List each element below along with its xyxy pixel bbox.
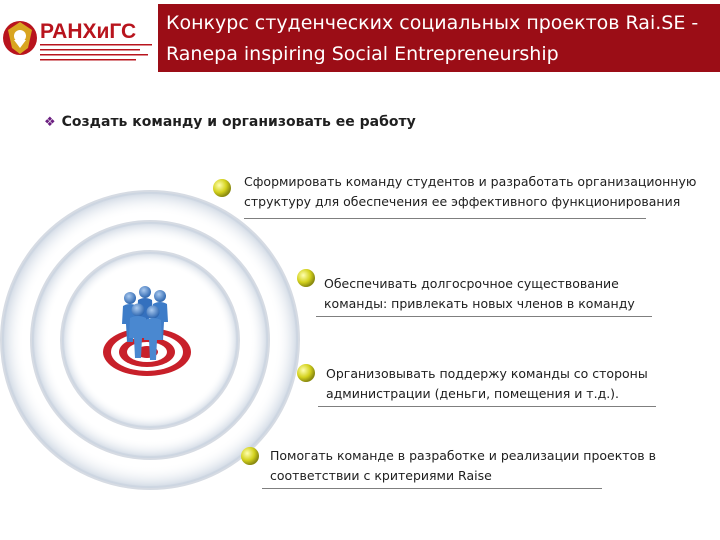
- ranepa-logo: [0, 0, 160, 76]
- item-2-dot-icon: [297, 269, 315, 287]
- list-item-2-line-2: команды: привлекать новых членов в команду: [324, 296, 635, 311]
- list-item-4-underline: [262, 488, 602, 489]
- diamond-bullet-icon: ❖: [44, 115, 56, 130]
- list-item-2-line-1: Обеспечивать долгосрочное существование: [324, 276, 619, 291]
- list-item-1-line-2: структуру для обеспечения ее эффективного функционирования: [244, 194, 681, 209]
- item-3-dot-icon: [297, 364, 315, 382]
- page-title-line-1: Конкурс студенческих социальных проектов Rai.SE -: [166, 12, 699, 34]
- list-item-4-line-1: Помогать команде в разработке и реализации проектов в: [270, 448, 656, 463]
- list-item-3-underline: [318, 406, 656, 407]
- list-item-1: [244, 172, 696, 212]
- title-bar: [158, 4, 720, 72]
- list-item-4: [270, 446, 656, 486]
- list-item-3-line-2: администрации (деньги, помещения и т.д.).: [326, 386, 620, 401]
- emblem-icon: [3, 21, 37, 55]
- section-heading: [44, 114, 416, 130]
- list-item-1-line-1: Сформировать команду студентов и разработать организационную: [244, 174, 697, 189]
- list-item-4-line-2: соответствии с критериями Raise: [270, 468, 492, 483]
- page-title-line-2: Ranepa inspiring Social Entrepreneurship: [166, 43, 559, 65]
- list-item-3: [326, 364, 648, 404]
- list-item-2-underline: [316, 316, 652, 317]
- item-1-dot-icon: [213, 179, 231, 197]
- list-item-1-underline: [244, 218, 646, 219]
- section-heading-text: Создать команду и организовать ее работу: [61, 114, 416, 130]
- list-item-2: [324, 274, 635, 314]
- header: [0, 0, 720, 76]
- logo-graphic: [0, 0, 160, 76]
- item-4-dot-icon: [241, 447, 259, 465]
- list-item-3-line-1: Организовывать поддержу команды со стороны: [326, 366, 648, 381]
- logo-wordmark: РАНХиГС: [40, 20, 137, 43]
